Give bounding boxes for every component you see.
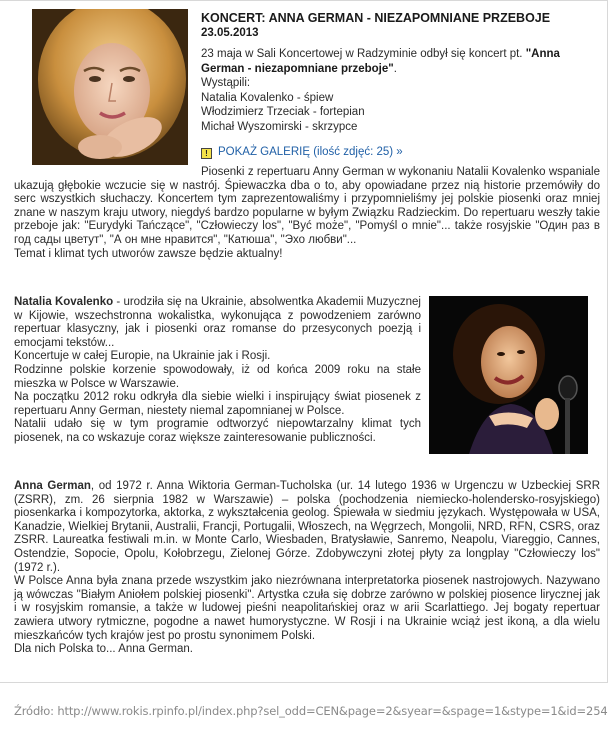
german-paragraph-2: W Polsce Anna była znana przede wszystkim jako niezrównana interpretatorka piosenek nastrojowych. Nazywano ją wówczas "Białym Aniołem polskiej piosenki". Artystka czuła się dobrze zarówno w polskiej piosence lirycznej jak i w rosyjskim romansie, a także w ludowej pieśni neapolitańskiej oraz w arii Scarlattiego. Jej bogaty repertuar zawiera utwory rytmiczne, pogodne a nawet humorystyczne. W Rosji i na Ukrainie wciąż jest ikoną, a dla wielu mieszkańców tych krajów jest po prostu synonimem Polski. [14,575,600,642]
natalia-kovalenko-photo [429,296,588,454]
kovalenko-line: Rodzinne polskie korzenie spowodowały, iż od końca 2009 roku na stałe mieszka w Polsce w Warszawie. [14,363,421,390]
kovalenko-line: Koncertuje w całej Europie, na Ukrainie jak i Rosji. [14,350,271,363]
exclamation-icon: ! [201,148,212,159]
german-paragraph [14,480,600,575]
german-name: Anna German [14,480,91,492]
anna-german-photo [32,9,188,165]
kovalenko-name: Natalia Kovalenko [14,296,114,308]
performers-label: Wystąpili: [201,77,251,89]
kovalenko-line: Natalii udało się w tym programie odtworzyć niepowtarzalny klimat tych piosenek, na co wskazuje coraz większe zainteresowanie publiczności. [14,418,421,444]
intro-sentence [201,47,601,76]
kovalenko-bio [14,296,421,446]
intro-end: . [393,62,397,75]
source-attribution [14,703,614,720]
article-intro [201,47,601,134]
article-date: 23.05.2013 [201,27,259,39]
kovalenko-line: Na początku 2012 roku odkryła dla siebie wielki i inspirujący świat piosenek z repertuaru Anny German, niestety niemal zapomnianej w Polsce. [14,391,421,417]
kovalenko-intro [14,296,421,350]
intro-text: 23 maja w Sali Koncertowej w Radzyminie odbył się koncert pt. [201,48,526,60]
gallery-link-label[interactable]: POKAŻ GALERIĘ (ilość zdjęć: 25) » [218,146,403,158]
source-label: Źródło: [14,704,58,718]
concert-name: "Anna German - niezapomniane przeboje" [201,48,560,75]
description-paragraph [14,166,600,261]
source-link[interactable]: http://www.rokis.rpinfo.pl/index.php?sel_odd=CEN&page=2&syear=&spage=1&stype=1&id=254 [57,704,608,718]
german-text: , od 1972 r. Anna Wiktoria German-Tucholska (ur. 14 lutego 1936 w Urgenczu w Uzbeckiej SRR (ZSRR), zm. 26 sierpnia 1982 w Warszawie) – polska (pochodzenia niemiecko-holendersko-rosyjskiego) piosenkarka i kompozytorka, aktorka, z wykształcenia geolog. Śpiewała w siedmiu językach. Występowała w USA, Kanadzie, Wielkiej Brytanii, Australii, Francji, Portugalii, Włoszech, na Węgrzech, Mongolii, NRD, RFN, CSRS, oraz ZSRR. Laureatka festiwali m.in. w Monte Carlo, Wiesbaden, Bratysławie, Sanremo, Neapolu, Viareggio, Cannes, Ostendzie, Sopocie, Opolu, Kołobrzegu, Zielonej Górze. Zdobywczyni złotej płyty za longplay "Człowieczy los" (1972 r.). [14,480,600,574]
performer-item: Włodzimierz Trzeciak - fortepian [201,106,365,118]
show-gallery-link[interactable] [201,146,403,159]
article-title: KONCERT: ANNA GERMAN - NIEZAPOMNIANE PRZEBOJE [201,11,551,25]
kovalenko-text: - urodziła się na Ukrainie, absolwentka Akademii Muzycznej w Kijowie, wszechstronna wokalistka, wykonująca z powodzeniem zarówno repertuar klasyczny, jak i piosenki oraz romanse do przesyconych poezją i emocjami tekstów... [14,296,421,349]
anna-german-bio [14,480,600,657]
performer-item: Michał Wyszomirski - skrzypce [201,120,358,133]
german-closing: Dla nich Polska to... Anna German. [14,643,193,656]
description-closing: Temat i klimat tych utworów zawsze będzie aktualny! [14,247,283,260]
performer-item: Natalia Kovalenko - śpiew [201,91,334,104]
description-text: Piosenki z repertuaru Anny German w wykonaniu Natalii Kovalenko wspaniale ukazują głębokie wczucie się w nastrój. Śpiewaczka dba o to, aby opowiadane przez nią historie przemówiły do serc wszystkich słuchaczy. Koncertem tym zaprezentowaliśmy i przypomnieliśmy jej polskie piosenki oraz mniej znane w naszym kraju utwory, niegdyś bardzo popularne w byłym Związku Radzieckim. Do repertuaru weszły takie przeboje jak: "Eurydyki Tańczące", "Człowieczy los", "Być może", "Pomyśl o mnie"... także rosyjskie "Один раз в год сады цветут", "А он мне нравится", "Катюша", "Эхо любви"... [14,166,600,246]
